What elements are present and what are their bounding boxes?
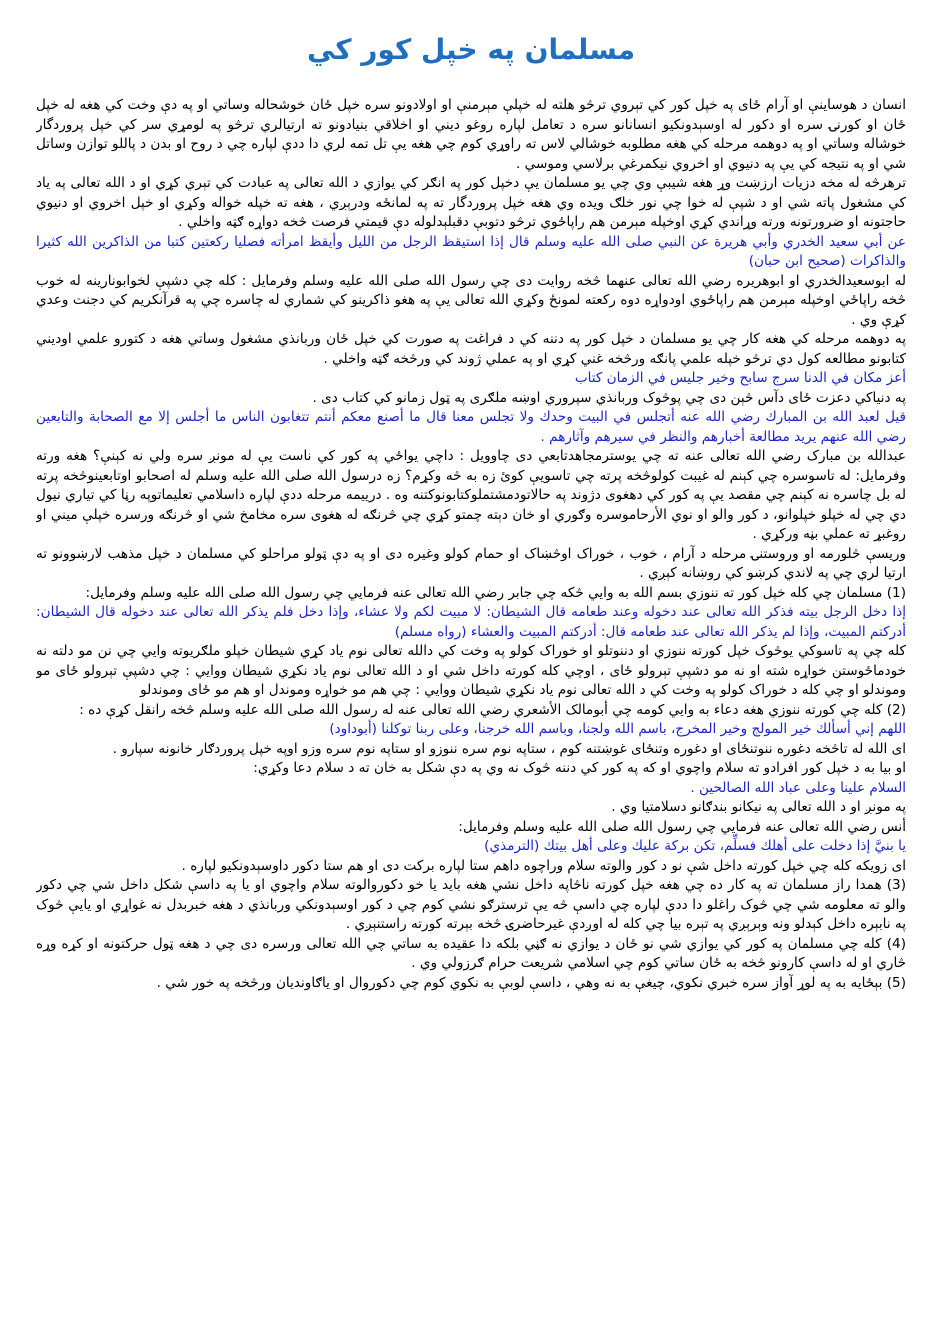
document-page bbox=[36, 24, 906, 1334]
pashto-paragraph: په دوهمه مرحله کي هغه کار چي یو مسلمان د خپل کور په دننه کي د فراغت په صورت کي خپل ځان وربانذي مشغول وساتي هغه د کتورو علمي اودیني کتابونو مطالعه کول دي ترڅو خپله علمي پانګه ورڅخه غني کړي او په عملي ژوند کي ورڅخه ګټه واخلي . bbox=[36, 331, 906, 367]
pashto-paragraph: (2) کله چي کورته ننوزي هغه دعاء به وایي کومه چي أبومالک الأشعري رضي الله تعالی عنه له رسول الله صلی الله علیه وسلم څخه رانقل کړې ده : bbox=[79, 701, 906, 718]
pashto-paragraph: (5) بېځایه به په لوړ آواز سره خبري نکوي، چیغې به نه وهي ، داسې لوبې به نکوي کوم چي دکوروال او یاګاوندیان ورڅخه په خور شي . bbox=[156, 974, 906, 991]
pashto-paragraph: له ابوسعیدالخدري او ابوهریره رضي الله تعالی عنهما څخه روایت دی چي رسول الله صلی الله علیه وسلم وفرمایل : کله چي دشپې لخوابونارینه له خوب څخه راپاځي اوخپله مېرمن هم راپاځوي اودواړه دوه رکعته لمونځ وکړي الله تعالی یې په هغو ذاکرینو کي شماري له چاسره چي په قرآنکریم کي دجنت وعدي کړې وي . bbox=[36, 272, 906, 328]
pashto-paragraph: کله چي په تاسوکي یوڅوک خپل کورته ننوزي او دننوتلو او خوراک کولو په وخت کي دالله تعالی نوم یاد کړي شیطان خپلو ملګریوته وایي چي نن مو دلته نه خودماځوستن خواړه شته او نه مو دشپې تېرولو ځای ، اوچي کله کورته داخل شي او د الله تعالی نوم یاد نکړي شیطان ووایي : چي دشپې تېرولو ځای مو وموندلو او چي کله د خوراک کولو په وخت کي د الله تعالی نوم یاد نکړي شیطان ووایي : چي هم مو خواړه وموندل او هم مو ځای وموندلو bbox=[36, 643, 906, 698]
arabic-quote-paragraph: إذا دخل الرجل بيته فذكر الله تعالى عند دخوله وعند طعامه قال الشيطان: لا مبيت لكم ولا عشاء، وإذا دخل فلم يذكر الله تعالى عند دخوله قال الشيطان: أدركتم المبيت، وإذا لم يذكر الله تعالى عند طعامه قال: أدركتم المبيت والعشاء (رواه مسلم) bbox=[36, 604, 906, 640]
arabic-quote-paragraph: أعز مكان في الدنا سرج سابح وخير جليس في الزمان كتاب bbox=[574, 370, 906, 386]
pashto-paragraph: وریسې څلورمه او وروستنۍ مرحله د آرام ، خوب ، خوراک اوڅښاک او حمام کولو وغیره دی او په دې ټولو مراحلو کي مسلمان د خپل مذهب لارښوونو ته ارتیا لري چي په لاندي کرښو کي روښانه کېږي . bbox=[36, 545, 906, 581]
pashto-paragraph: په مونږ او د الله تعالی په نیکانو بندګانو دسلامتیا وي . bbox=[611, 799, 906, 815]
pashto-paragraph: ای زویکه کله چي خپل کورته داخل شې نو د کور والوته سلام وراچوه داهم ستا لپاره برکت دی او هم ستا دکور داوسېدونکیو لپاره . bbox=[181, 857, 906, 874]
arabic-quote-paragraph: عن أبي سعيد الخدري وأبي هريرة عن النبي صلى الله عليه وسلم قال إذا استيقظ الرجل من الليل وأيقظ امرأته فصليا ركعتين كتبا من الذاكرين الله كثيرا والذاكرات (صحيح ابن حبان) bbox=[36, 233, 906, 269]
page-title: مسلمان په خپل کور کي bbox=[306, 33, 636, 66]
arabic-quote-paragraph: قيل لعبد الله بن المبارك رضي الله عنه أتجلس في البيت وحدك ولا تجلس معنا قال ما أصنع معكم أنتم تتغابون الناس ما أجلس إلا مع الصحابة والتابعين رضي الله عنهم يريد مطالعة أخبارهم والنظر في سيرهم وآثارهم . bbox=[36, 409, 906, 445]
pashto-paragraph: (3) همدا راز مسلمان ته په کار ده چي هغه خپل کورته ناڅاپه داخل نشي هغه باید یا خو دکوروالوته سلام واچوي او یا په داسې شکل داخل شي چي دکور والو ته معلومه شي چي څوک راغلو دا ددې لپاره چي داسې څه یې ترسترګو نشي کوم چي د کور اوسېدونکي وربانذي د هغه خبربدل نه غواړي او یایې څوک په نابېره داخل کېدلو ونه وېرېږي په تېره بیا چي کله له اوږدې غیرحاضرۍ څخه بېرته کورته راستنېږي . bbox=[36, 877, 906, 932]
arabic-quote-paragraph: السلام علينا وعلى عباد الله الصالحين . bbox=[690, 779, 906, 796]
pashto-paragraph: (1) مسلمان چي کله خپل کور ته ننوزي بسم الله به وایي څکه چي جابر رضي الله تعالی عنه فرمایي چي رسول الله صلی الله علیه وسلم وفرمایل: bbox=[85, 584, 906, 601]
pashto-paragraph: عبدالله بن مبارک رضي الله تعالی عنه ته چي یوسترمجاهدتابعي دی چاوویل : داچي یواځي په کور کي ناست یې له مونږ سره ولي نه کېنې؟ هغه ورته وفرمایل: له تاسوسره چي کېنم له غیبت کولوڅخه پرته چي تاسویې کوئ زه به څه وکړم؟ زه درسول الله صلی الله علیه وسلم له اصحابو اوتابعینوڅخه پرته له بل چاسره نه کېنم چي مقصد یې په کور کي دهغوی دژوند په حالاتودمشتملوکتابونوکتنه وه . درییمه مرحله ددې لپاره داسلامي تعلیماتوپه رڼا کي تیاري نیول دي چي له خپلو خپلوانو، د کور والو او نوي الأرحاموسره وګوري او خان دېته چمتو کړي چي څرنګه له هغوی سره مخامخ شي او څرنګه ورسره خپلې میني او روغبړ ته عملي بڼه ورکړي . bbox=[36, 448, 906, 542]
pashto-paragraph: انسان د هوساینې او آرام ځای په خپل کور کي تېروي ترڅو هلته له خپلې مېرمنې او اولادونو سره خپل ځان خوشحاله وساتي او په دې وخت کي هغه له خپل ځان او کورنۍ سره او دکور له اوسېدونکیو انسانانو سره د تعامل لپاره روغو دیني او اخلاقي بنیادونو ته ارتیالري ترڅو په لومړي سر کي خپل پروردگار خوشاله وساتي او په دوهمه مرحله کي هغه مطلوبه خوشالي لاس ته راوړي کوم چي هغه یې تل تمه لري دا ددې لپاره چي د روح او بدن د پاللو توازن وساتل شي او په نتیجه کي یې په دنیوي او اخروي نیکمرغي برلاسي وموسي . bbox=[36, 97, 906, 172]
document-body bbox=[36, 96, 906, 993]
arabic-quote-paragraph: يا بنيَّ إذا دخلت على أهلك فسلِّم، تكن بركة عليك وعلى أهل بيتك (الترمذي) bbox=[484, 838, 906, 854]
arabic-quote-paragraph: اللهم إني أسألك خير المولج وخير المخرج، باسم الله ولجنا، وباسم الله خرجنا، وعلى ربنا توكلنا (أبوداود) bbox=[329, 721, 906, 737]
pashto-paragraph: او بیا به د خپل کور افرادو ته سلام واچوي او که په کور کي دننه څوک نه وي په دې شکل به خان ته د سلام دعا وکړي: bbox=[253, 760, 906, 776]
pashto-paragraph: په دنیاکي دعزت ځای دآس څېن دی چي پوڅوک وربانذي سپروري اوښه ملګری په ټول زمانو کي کتاب دی . bbox=[312, 389, 906, 406]
pashto-paragraph: ترهرڅه له مخه دزیات ارزښت وړ هغه شیبې وي چي یو مسلمان یې دخپل کور په انګر کي یوازي د الله تعالی په عبادت کي تېري کړي او د الله تعالی په یاد کي مشغول پاته شي او د شپې له خوا چي نور خلګ ویده وي هغه خپل پروردگار ته په لمانځه ودرېږي ، هغه ته خپله خواله وکړي او خپل اخروي او دنیوي حاجتونه او ضرورتونه ورته وړاندي کړي اوخپله مېرمن هم راپاځوي ترڅو دتوبې دقبلېدلوله دې قیمتي فرصت څخه دواړه ګټه واخلي . bbox=[36, 175, 906, 230]
pashto-paragraph: ای الله له تاڅخه دغوره ننوتنځای او دغوره وتنځای غوښتنه کوم ، ستاپه نوم سره ننوزو او ستاپه نوم سره وزو اوپه خپل پروردګار خانونه سپارو . bbox=[112, 740, 906, 757]
pashto-paragraph: أنس رضي الله تعالی عنه فرمایي چي رسول الله صلی الله علیه وسلم وفرمایل: bbox=[458, 818, 906, 835]
pashto-paragraph: (4) کله چي مسلمان په کور کي یوازي شي نو ځان د یوازي نه ګڼي بلکه دا عقیده به ساتي چي الله تعالی ورسره دی چي د هغه ټول حرکتونه او کړه وړه څاري او له داسې کارونو څخه به ځان ساتي کوم چي اسلامي شریعت حرام ګرزولي وي . bbox=[36, 935, 906, 971]
